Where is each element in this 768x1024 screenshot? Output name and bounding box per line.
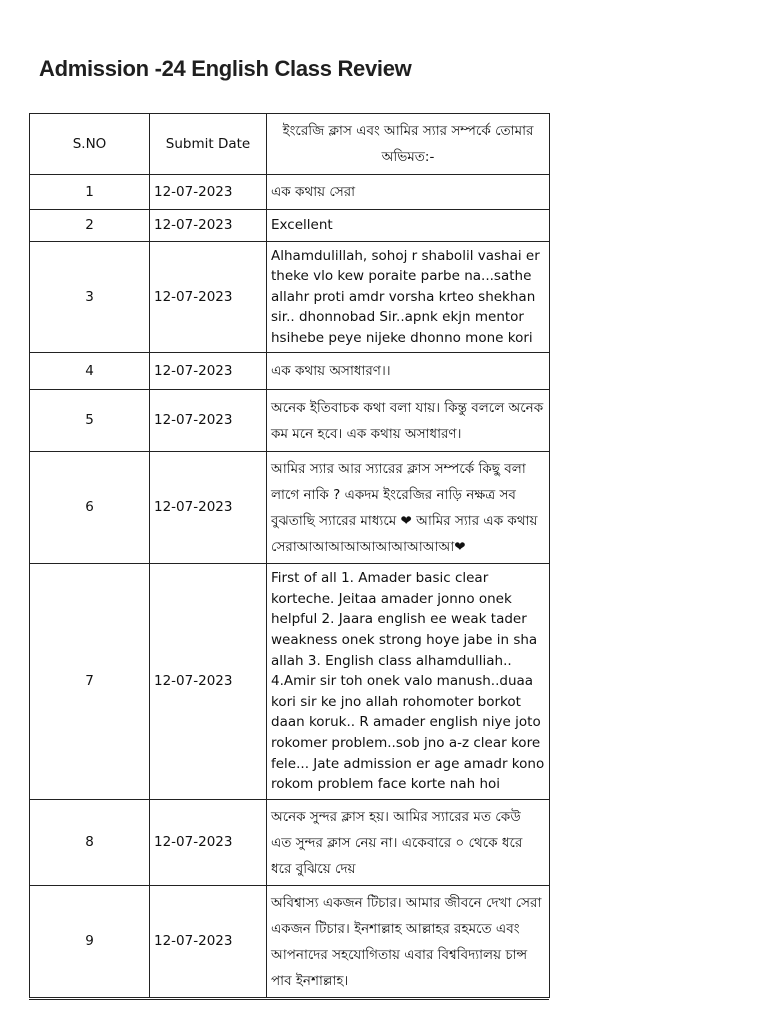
row-date: 12-07-2023	[150, 242, 267, 353]
row-comment: অবিশ্বাস্য একজন টিচার। আমার জীবনে দেখা সেরা একজন টিচার। ইনশাল্লাহ আল্লাহর রহমতে এবং আপনাদের সহযোগিতায় এবার বিশ্ববিদ্যালয় চান্স পাব ইনশাল্লাহ।	[267, 886, 550, 998]
row-date: 12-07-2023	[150, 175, 267, 210]
review-table	[29, 113, 550, 998]
row-date: 12-07-2023	[150, 452, 267, 564]
row-comment: এক কথায় অসাধারণ।।	[267, 353, 550, 390]
row-comment: অনেক ইতিবাচক কথা বলা যায়। কিন্তু বললে অনেক কম মনে হবে। এক কথায় অসাধারণ।	[267, 390, 550, 452]
header-comment: ইংরেজি ক্লাস এবং আমির স্যার সম্পর্কে তোমার অভিমত:-	[267, 114, 550, 175]
row-sno: 1	[30, 175, 150, 210]
row-date: 12-07-2023	[150, 800, 267, 886]
row-date: 12-07-2023	[150, 390, 267, 452]
row-sno: 5	[30, 390, 150, 452]
table-row	[30, 452, 550, 564]
row-sno: 2	[30, 210, 150, 242]
page-title: Admission -24 English Class Review	[39, 56, 412, 81]
row-sno: 9	[30, 886, 150, 998]
table-row	[30, 353, 550, 390]
row-comment: আমির স্যার আর স্যারের ক্লাস সম্পর্কে কিছু বলা লাগে নাকি ? একদম ইংরেজির নাড়ি নক্ষত্র সব বুঝতাছি স্যারের মাধ্যমে ❤ আমির স্যার এক কথায় সেরাআআআআআআআআআআ❤	[267, 452, 550, 564]
row-date: 12-07-2023	[150, 886, 267, 998]
header-row	[30, 114, 550, 175]
row-comment: এক কথায় সেরা	[267, 175, 550, 210]
row-date: 12-07-2023	[150, 564, 267, 800]
row-sno: 6	[30, 452, 150, 564]
bottom-rule	[29, 999, 549, 1000]
row-sno: 8	[30, 800, 150, 886]
header-submit-date: Submit Date	[150, 114, 267, 175]
header-sno: S.NO	[30, 114, 150, 175]
table-row	[30, 390, 550, 452]
row-comment: First of all 1. Amader basic clear korteche. Jeitaa amader jonno onek helpful 2. Jaara english ee weak tader weakness onek strong hoye jabe in sha allah 3. English class alhamdulliah.. 4.Amir sir toh onek valo manush..duaa kori sir ke jno allah rohomoter borkot daan koruk.. R amader english niye joto rokomer problem..sob jno a-z clear kore fele... Jate admission er age amadr kono rokom problem face korte nah hoi	[267, 564, 550, 800]
table-row	[30, 242, 550, 353]
row-comment: Alhamdulillah, sohoj r shabolil vashai er theke vlo kew poraite parbe na...sathe allahr proti amdr vorsha krteo shekhan sir.. dhonnobad Sir..apnk ekjn mentor hsihebe peye nijeke dhonno mone kori	[267, 242, 550, 353]
table-row	[30, 886, 550, 998]
table-row	[30, 210, 550, 242]
row-comment: Excellent	[267, 210, 550, 242]
row-sno: 7	[30, 564, 150, 800]
row-date: 12-07-2023	[150, 353, 267, 390]
row-sno: 3	[30, 242, 150, 353]
table-row	[30, 564, 550, 800]
table-row	[30, 175, 550, 210]
row-comment: অনেক সুন্দর ক্লাস হয়। আমির স্যারের মত কেউ এত সুন্দর ক্লাস নেয় না। একেবারে ০ থেকে ধরে ধরে বুঝিয়ে দেয়	[267, 800, 550, 886]
row-date: 12-07-2023	[150, 210, 267, 242]
row-sno: 4	[30, 353, 150, 390]
table-row	[30, 800, 550, 886]
